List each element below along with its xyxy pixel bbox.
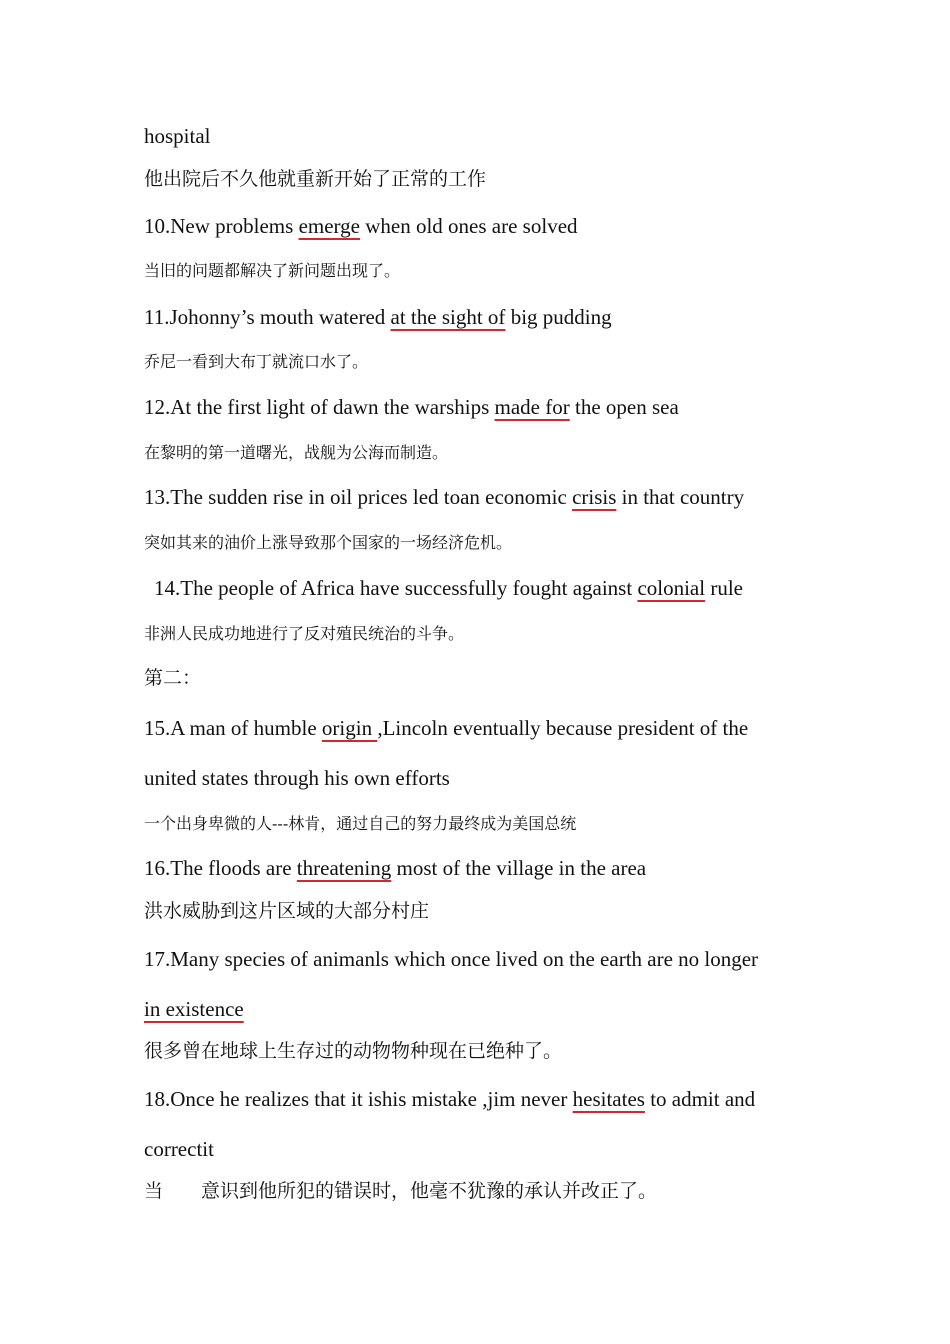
translation-12: 在黎明的第一道曙光，战舰为公海而制造。 (144, 443, 449, 462)
translation-14: 非洲人民成功地进行了反对殖民统治的斗争。 (144, 624, 465, 643)
translation-18: 当 意识到他所犯的错误时，他毫不犹豫的承认并改正了。 (144, 1180, 658, 1202)
sentence-17-cont (144, 999, 244, 1020)
section-heading: 第二： (144, 667, 202, 689)
keyword-threatening: threatening (296, 856, 392, 880)
translation-15: 一个出身卑微的人---林肯，通过自己的努力最终成为美国总统 (144, 814, 577, 833)
sentence-18-cont: correctit (144, 1137, 214, 1161)
sentence-14: 14.The people of Africa have successfully fought against colonial rule (154, 576, 743, 600)
keyword-crisis: crisis (572, 485, 617, 509)
translation-16: 洪水威胁到这片区域的大部分村庄 (144, 900, 430, 922)
sentence-11: 11.Johonny’s mouth watered at the sight of big pudding (144, 305, 612, 329)
sentence-fragment: hospital (144, 124, 211, 148)
translation-13: 突如其来的油价上涨导致那个国家的一场经济危机。 (144, 533, 513, 552)
translation-9: 他出院后不久他就重新开始了正常的工作 (144, 168, 487, 190)
sentence-15-cont: united states through his own efforts (144, 766, 450, 790)
sentence-12: 12.At the first light of dawn the warships made for the open sea (144, 395, 679, 419)
keyword-emerge: emerge (298, 214, 360, 238)
sentence-17: 17.Many species of animanls which once lived on the earth are no longer (144, 947, 759, 971)
translation-17: 很多曾在地球上生存过的动物物种现在已绝种了。 (144, 1040, 563, 1062)
translation-10: 当旧的问题都解决了新问题出现了。 (144, 261, 401, 280)
sentence-13: 13.The sudden rise in oil prices led toan economic crisis in that country (144, 485, 745, 509)
keyword-at-the-sight-of: at the sight of (390, 305, 506, 329)
keyword-hesitates: hesitates (572, 1087, 645, 1111)
keyword-origin: origin (321, 716, 378, 740)
keyword-colonial: colonial (637, 576, 706, 600)
sentence-16: 16.The floods are threatening most of the village in the area (144, 856, 647, 880)
keyword-in-existence: in existence (144, 997, 244, 1021)
sentence-10: 10.New problems emerge when old ones are solved (144, 214, 578, 238)
sentence-15: 15.A man of humble origin ,Lincoln eventually because president of the (144, 716, 749, 740)
translation-11: 乔尼一看到大布丁就流口水了。 (144, 352, 369, 371)
sentence-18: 18.Once he realizes that it ishis mistake ,jim never hesitates to admit and (144, 1087, 756, 1111)
keyword-made-for: made for (494, 395, 570, 419)
